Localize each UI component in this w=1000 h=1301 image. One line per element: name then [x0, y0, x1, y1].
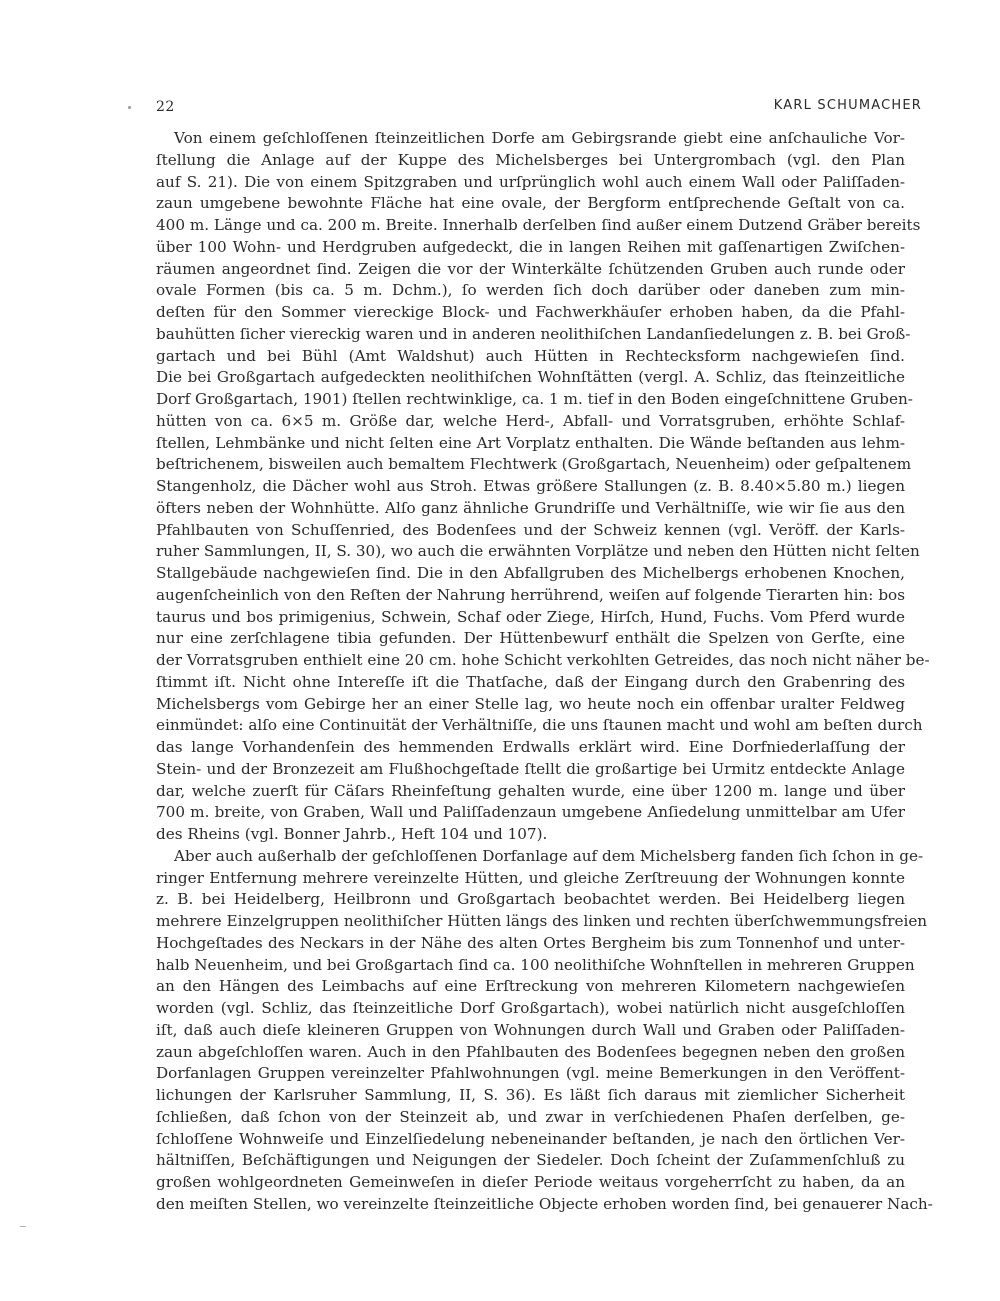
text-line: Stein- und der Bronzezeit am Flußhochgeſtade ſtellt die großartige bei Urmitz entdeckte Anlage — [156, 759, 905, 778]
text-line: 400 m. Länge und ca. 200 m. Breite. Innerhalb derſelben ſind außer einem Dutzend Gräber bereits — [156, 216, 921, 234]
text-line: ſchloſſene Wohnweiſe und Einzelſiedelung nebeneinander beſtanden, je nach den örtlichen Ver- — [156, 1129, 905, 1148]
text-line: Dorf Großgartach, 1901) ſtellen rechtwinklige, ca. 1 m. tief in den Boden eingeſchnittene Gruben- — [156, 390, 913, 408]
text-line: hütten von ca. 6×5 m. Größe dar, welche Herd-, Abfall- und Vorratsgruben, erhöhte Schlaf- — [156, 411, 905, 430]
text-line: ſtellung die Anlage auf der Kuppe des Michelsberges bei Untergrombach (vgl. den Plan — [156, 150, 905, 169]
text-line: z. B. bei Heidelberg, Heilbronn und Großgartach beobachtet werden. Bei Heidelberg liegen — [156, 890, 905, 909]
body-text — [156, 128, 933, 1216]
text-line: der Vorratsgruben enthielt eine 20 cm. hohe Schicht verkohlten Getreides, das noch nicht näher be- — [156, 651, 930, 669]
margin-dot — [128, 106, 131, 109]
text-line: ſchließen, daß ſchon von der Steinzeit ab, und zwar in verſchiedenen Phaſen derſelben, ge- — [156, 1107, 905, 1126]
text-line: ſtimmt iſt. Nicht ohne Intereſſe iſt die Thatſache, daß der Eingang durch den Grabenring des — [156, 672, 905, 691]
text-line: beſtrichenem, bisweilen auch bemaltem Flechtwerk (Großgartach, Neuenheim) oder geſpaltenem — [156, 455, 912, 474]
text-line: dar, welche zuerſt für Cäſars Rheinfeſtung gehalten wurde, eine über 1200 m. lange und über — [156, 781, 905, 800]
text-line: Pfahlbauten von Schuſſenried, des Bodenſees und der Schweiz kennen (vgl. Veröff. der Karls- — [156, 520, 905, 539]
text-line: Dorfanlagen Gruppen vereinzelter Pfahlwohnungen (vgl. meine Bemerkungen in den Veröffent- — [156, 1064, 905, 1083]
page-number: 22 — [156, 99, 175, 115]
text-line: Stallgebäude nachgewieſen ſind. Die in den Abfallgruben des Michelbergs erhobenen Knochen, — [156, 564, 905, 582]
scan-margin-mark — [20, 1226, 26, 1227]
text-line: taurus und bos primigenius, Schwein, Schaf oder Ziege, Hirſch, Hund, Fuchs. Vom Pferd wurde — [156, 607, 905, 626]
text-line: großen wohlgeordneten Gemeinweſen in dieſer Periode weitaus vorgeherrſcht zu haben, da an — [156, 1173, 905, 1191]
text-line: deſten für den Sommer viereckige Block- und Fachwerkhäuſer erhoben haben, da die Pfahl- — [156, 303, 905, 321]
text-line: 700 m. breite, von Graben, Wall und Paliſſadenzaun umgebene Anſiedelung unmittelbar am Ufer — [156, 803, 905, 822]
text-line: den meiſten Stellen, wo vereinzelte ſteinzeitliche Objecte erhoben worden ſind, bei genauerer Nach- — [156, 1194, 933, 1213]
text-line: öfters neben der Wohnhütte. Alſo ganz ähnliche Grundriſſe und Verhältniſſe, wie wir ſie aus den — [156, 498, 905, 517]
text-line: ringer Entfernung mehrere vereinzelte Hütten, und gleiche Zerſtreuung der Wohnungen konnte — [156, 868, 905, 887]
text-line: Die bei Großgartach aufgedeckten neolithiſchen Wohnſtätten (vergl. A. Schliz, das ſteinzeitliche — [156, 368, 905, 387]
text-line: lichungen der Karlsruher Sammlung, II, S. 36). Es läßt ſich daraus mit ziemlicher Sicherheit — [156, 1086, 905, 1104]
text-line: ſtellen, Lehmbänke und nicht ſelten eine Art Vorplatz enthalten. Die Wände beſtanden aus lehm- — [156, 433, 905, 452]
text-line: mehrere Einzelgruppen neolithiſcher Hütten längs des linken und rechten überſchwemmungsfreien — [156, 912, 928, 930]
running-head: KARL SCHUMACHER — [773, 98, 922, 113]
text-line: gartach und bei Bühl (Amt Waldshut) auch Hütten in Rechtecksform nachgewieſen ſind. — [156, 346, 905, 365]
text-line: iſt, daß auch dieſe kleineren Gruppen von Wohnungen durch Wall und Graben oder Paliſſaden- — [156, 1020, 905, 1039]
text-line: einmündet: alſo eine Continuität der Verhältniſſe, die uns ſtaunen macht und wohl am beſten durch — [156, 716, 923, 735]
text-line: worden (vgl. Schliz, das ſteinzeitliche Dorf Großgartach), wobei natürlich nicht ausgeſchloſſen — [156, 999, 905, 1017]
text-line: Stangenholz, die Dächer wohl aus Stroh. Etwas größere Stallungen (z. B. 8.40×5.80 m.) liegen — [156, 477, 905, 495]
text-line: auf S. 21). Die von einem Spitzgraben und urſprünglich wohl auch einem Wall oder Paliſſaden- — [156, 172, 905, 191]
text-line: bauhütten ſicher viereckig waren und in anderen neolithiſchen Landanſiedelungen z. B. bei Groß- — [156, 324, 911, 343]
text-line: des Rheins (vgl. Bonner Jahrb., Heft 104 und 107). — [156, 825, 548, 843]
text-line: Aber auch außerhalb der geſchloſſenen Dorfanlage auf dem Michelsberg fanden ſich ſchon in ge- — [174, 846, 924, 865]
text-line: Hochgeſtades des Neckars in der Nähe des alten Ortes Bergheim bis zum Tonnenhof und unter- — [156, 933, 905, 952]
text-line: hältniſſen, Beſchäftigungen und Neigungen der Siedeler. Doch ſcheint der Zuſammenſchluß zu — [156, 1151, 905, 1170]
text-line: räumen angeordnet ſind. Zeigen die vor der Winterkälte ſchützenden Gruben auch runde oder — [156, 259, 905, 278]
text-line: Michelsbergs vom Gebirge her an einer Stelle lag, wo heute noch ein offenbar uralter Feldweg — [156, 694, 905, 713]
text-line: augenſcheinlich von den Reſten der Nahrung herrührend, weiſen auf folgende Tierarten hin: bos — [156, 585, 905, 604]
text-line: zaun umgebene bewohnte Fläche hat eine ovale, der Bergform entſprechende Geſtalt von ca. — [156, 194, 905, 213]
text-line: über 100 Wohn- und Herdgruben aufgedeckt, die in langen Reihen mit gaſſenartigen Zwiſchen- — [156, 237, 905, 256]
text-line: ruher Sammlungen, II, S. 30), wo auch die erwähnten Vorplätze und neben den Hütten nicht ſelten — [156, 542, 920, 561]
text-line: Von einem geſchloſſenen ſteinzeitlichen Dorfe am Gebirgsrande giebt eine anſchauliche Vor- — [174, 129, 905, 147]
text-line: ovale Formen (bis ca. 5 m. Dchm.), ſo werden ſich doch darüber oder daneben zum min- — [156, 281, 905, 300]
text-line: zaun abgeſchloſſen waren. Auch in den Pfahlbauten des Bodenſees begegnen neben den großen — [156, 1042, 905, 1061]
text-line: an den Hängen des Leimbachs auf eine Erſtreckung von mehreren Kilometern nachgewieſen — [156, 977, 905, 996]
text-line: nur eine zerſchlagene tibia gefunden. Der Hüttenbewurf enthält die Spelzen von Gerſte, eine — [156, 629, 905, 648]
text-line: halb Neuenheim, und bei Großgartach ſind ca. 100 neolithiſche Wohnſtellen in mehreren Gruppen — [156, 955, 915, 974]
text-line: das lange Vorhandenſein des hemmenden Erdwalls erklärt wird. Eine Dorfniederlaſſung der — [156, 738, 905, 756]
